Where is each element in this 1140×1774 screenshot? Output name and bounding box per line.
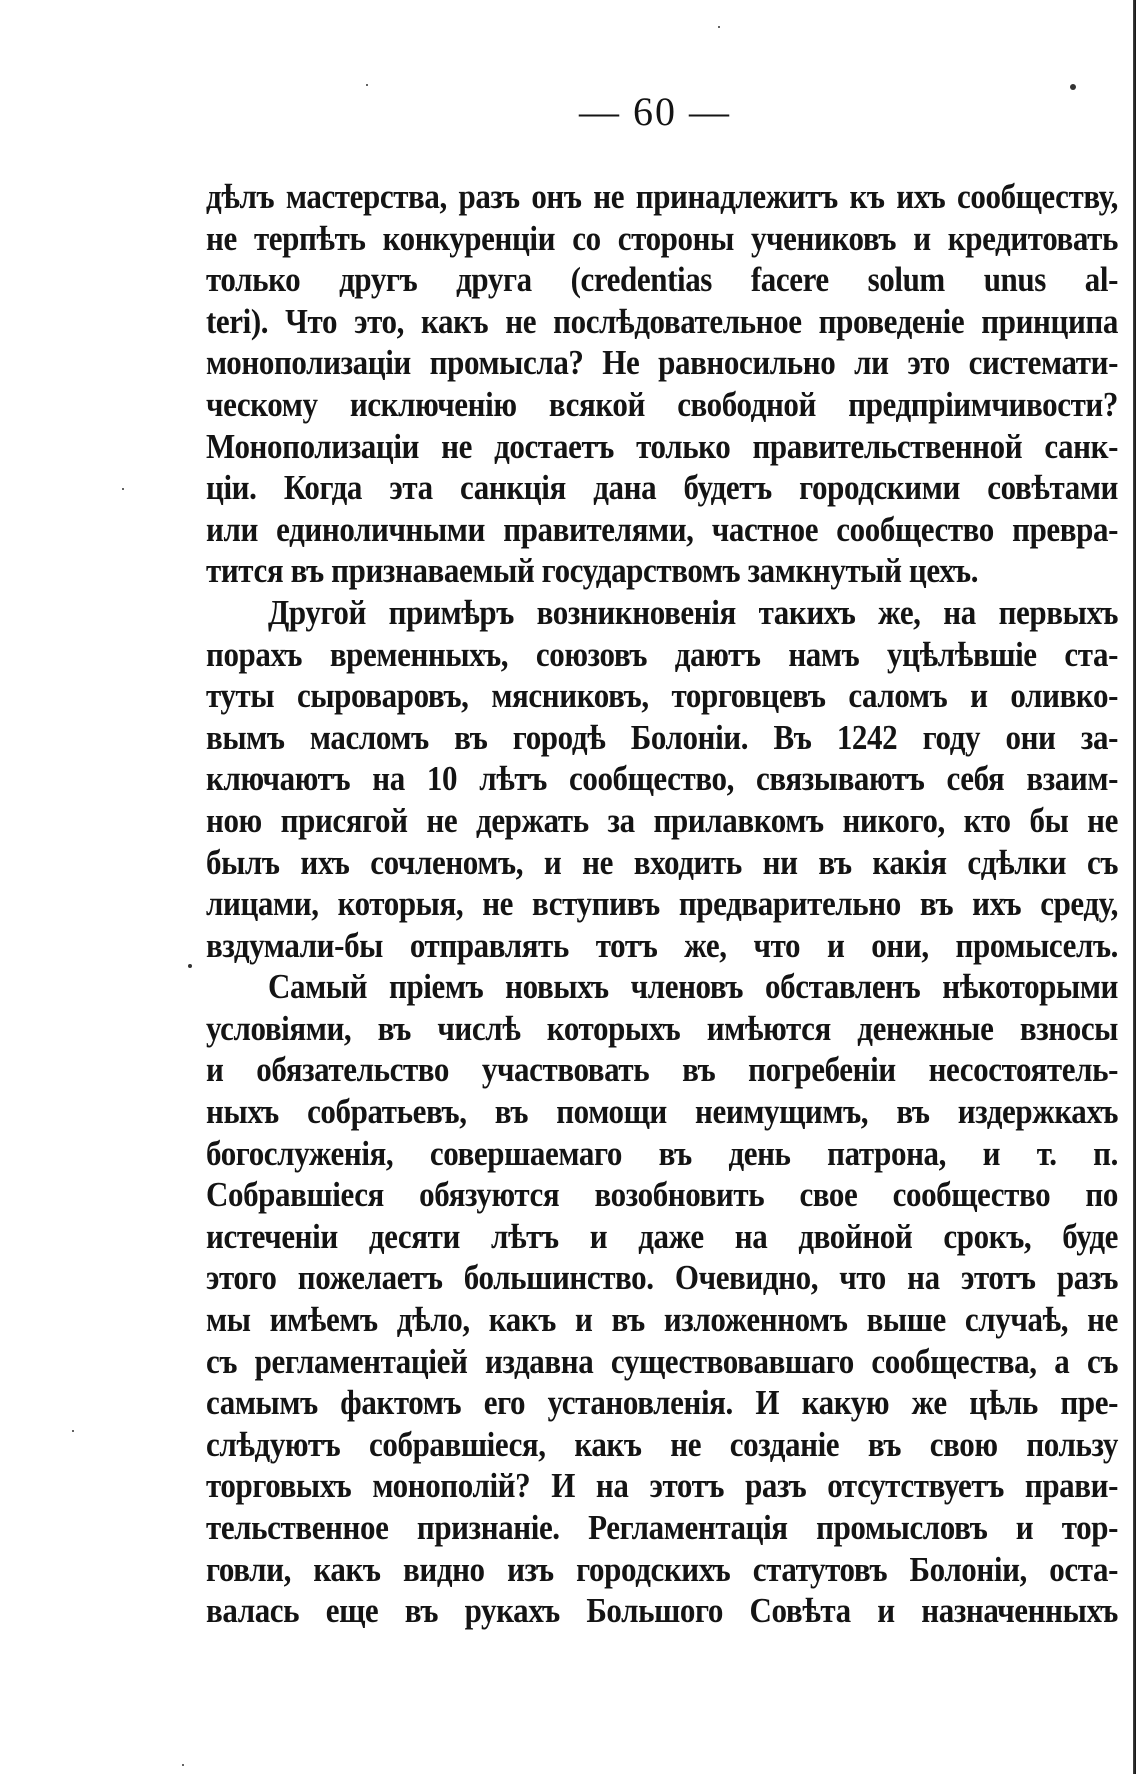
text-line: Монополизаціи не достаетъ только правительственной санк- bbox=[206, 426, 1118, 466]
text-line: тельственное признаніе. Регламентація промысловъ и тор- bbox=[206, 1507, 1118, 1548]
text-line: ныхъ собратьевъ, въ помощи неимущимъ, въ издержкахъ bbox=[206, 1091, 1118, 1132]
text-line: богослуженія, совершаемаго въ день патрона, и т. п. bbox=[206, 1133, 1118, 1173]
body-text bbox=[206, 176, 1118, 1632]
text-line: тится въ признаваемый государствомъ замкнутый цехъ. bbox=[206, 551, 979, 591]
text-line: вымъ масломъ въ городѣ Болоніи. Въ 1242 году они за- bbox=[206, 717, 1118, 757]
text-line: дѣлъ мастерства, разъ онъ не принадлежитъ къ ихъ сообществу, bbox=[206, 176, 1118, 217]
page-edge-shadow bbox=[1133, 0, 1136, 1774]
text-line: и обязательство участвовать въ погребеніи несостоятель- bbox=[206, 1050, 1118, 1090]
page-number bbox=[97, 88, 1097, 135]
text-line: торговыхъ монополій? И на этотъ разъ отсутствуетъ прави- bbox=[206, 1466, 1118, 1506]
text-line: порахъ временныхъ, союзовъ даютъ намъ уцѣлѣвшіе ста- bbox=[206, 634, 1118, 674]
scan-speck bbox=[182, 1764, 184, 1766]
text-line: самымъ фактомъ его установленія. И какую же цѣль пре- bbox=[206, 1383, 1118, 1423]
paragraph-1 bbox=[206, 176, 1118, 592]
text-line: Другой примѣръ возникновенія такихъ же, на первыхъ bbox=[268, 592, 1118, 633]
text-line: вздумали-бы отправлять тотъ же, что и они, промыселъ. bbox=[206, 925, 1118, 965]
scan-speck bbox=[72, 1430, 74, 1432]
text-line: монополизаціи промысла? Не равносильно ли это системати- bbox=[206, 343, 1118, 383]
text-line: ключаютъ на 10 лѣтъ сообщество, связываютъ себя взаим- bbox=[206, 759, 1118, 799]
text-line: лицами, которыя, не вступивъ предварительно въ ихъ среду, bbox=[206, 883, 1118, 924]
text-line: ціи. Когда эта санкція дана будетъ городскими совѣтами bbox=[206, 468, 1118, 508]
page-number-text: — 60 — bbox=[579, 89, 731, 134]
text-line: teri). Что это, какъ не послѣдовательное проведеніе принципа bbox=[206, 301, 1118, 341]
text-line: не терпѣть конкуренціи со стороны учениковъ и кредитовать bbox=[206, 218, 1118, 258]
paragraph-3 bbox=[206, 966, 1118, 1632]
paragraph-2 bbox=[206, 592, 1118, 966]
text-line: говли, какъ видно изъ городскихъ статутовъ Болоніи, оста- bbox=[206, 1549, 1118, 1589]
text-line: валась еще въ рукахъ Большого Совѣта и назначенныхъ bbox=[206, 1591, 1118, 1631]
text-line: ною присягой не держать за прилавкомъ никого, кто бы не bbox=[206, 800, 1118, 840]
text-line: слѣдуютъ собравшіеся, какъ не созданіе въ свою пользу bbox=[206, 1424, 1118, 1464]
text-line: съ регламентаціей издавна существовавшаго сообщества, а съ bbox=[206, 1341, 1118, 1381]
text-line: этого пожелаетъ большинство. Очевидно, что на этотъ разъ bbox=[206, 1258, 1118, 1298]
text-line: условіями, въ числѣ которыхъ имѣются денежные взносы bbox=[206, 1008, 1118, 1048]
text-line: Собравшіеся обязуются возобновить свое сообщество по bbox=[206, 1175, 1118, 1215]
text-line: ческому исключенію всякой свободной предпріимчивости? bbox=[206, 384, 1118, 425]
scan-speck bbox=[122, 488, 124, 490]
scan-speck bbox=[366, 84, 368, 86]
text-line: Самый пріемъ новыхъ членовъ обставленъ нѣкоторыми bbox=[268, 967, 1118, 1007]
text-line: или единоличными правителями, частное сообщество превра- bbox=[206, 509, 1118, 549]
text-line: истеченіи десяти лѣтъ и даже на двойной срокъ, буде bbox=[206, 1216, 1118, 1256]
scan-speck bbox=[718, 26, 720, 28]
text-line: туты сыроваровъ, мясниковъ, торговцевъ саломъ и оливко- bbox=[206, 675, 1118, 716]
scan-speck bbox=[188, 964, 192, 968]
text-line: мы имѣемъ дѣло, какъ и въ изложенномъ выше случаѣ, не bbox=[206, 1299, 1118, 1340]
text-line: былъ ихъ сочленомъ, и не входить ни въ какія сдѣлки съ bbox=[206, 842, 1118, 882]
scan-speck bbox=[1070, 84, 1076, 90]
text-line: только другъ друга (credentias facere solum unus al- bbox=[206, 260, 1118, 300]
